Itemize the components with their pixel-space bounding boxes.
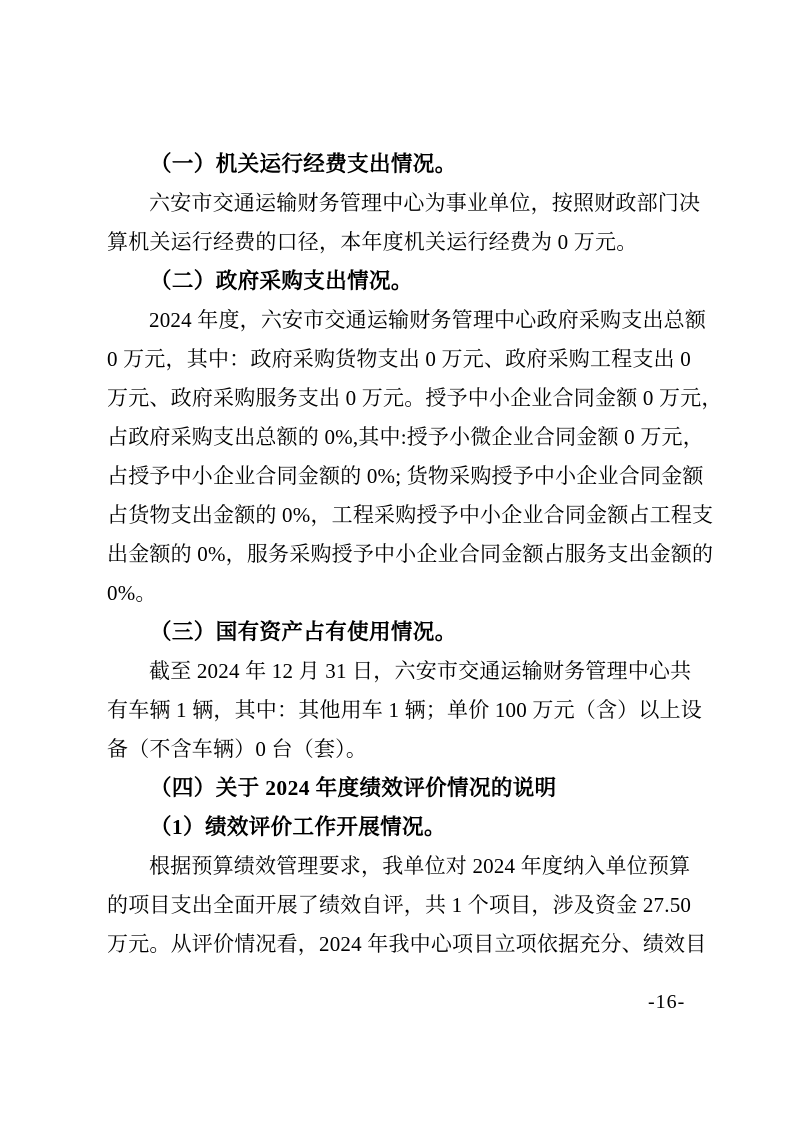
section-2-heading: （二）政府采购支出情况。 (150, 269, 413, 293)
section-4-subheading: （1）绩效评价工作开展情况。 (150, 815, 446, 839)
section-2-paragraph-line: 0%。 (107, 581, 157, 605)
section-2-paragraph-line: 占政府采购支出总额的 0%,其中:授予小微企业合同金额 0 万元， (107, 425, 704, 449)
document-body (107, 145, 723, 964)
section-3-paragraph-line: 备（不含车辆）0 台（套）。 (107, 737, 368, 761)
section-1-paragraph-line: 算机关运行经费的口径，本年度机关运行经费为 0 万元。 (107, 230, 638, 254)
section-3-paragraph-line: 截至 2024 年 12 月 31 日，六安市交通运输财务管理中心共 (149, 659, 692, 683)
section-3-heading: （三）国有资产占有使用情况。 (150, 620, 457, 644)
section-4-heading: （四）关于 2024 年度绩效评价情况的说明 (150, 776, 557, 800)
section-2-paragraph-line: 0 万元，其中：政府采购货物支出 0 万元、政府采购工程支出 0 (107, 347, 691, 371)
section-2-paragraph-line: 2024 年度，六安市交通运输财务管理中心政府采购支出总额 (149, 308, 707, 332)
section-1-heading: （一）机关运行经费支出情况。 (150, 152, 457, 176)
section-4-paragraph-line: 的项目支出全面开展了绩效自评，共 1 个项目，涉及资金 27.50 (107, 893, 692, 917)
page-number: -16- (648, 991, 686, 1013)
section-2-paragraph-line: 万元、政府采购服务支出 0 万元。授予中小企业合同金额 0 万元， (107, 386, 723, 410)
section-3-paragraph-line: 有车辆 1 辆，其中：其他用车 1 辆；单价 100 万元（含）以上设 (107, 698, 702, 722)
section-1-paragraph-line: 六安市交通运输财务管理中心为事业单位，按照财政部门决 (149, 191, 701, 215)
section-4-paragraph-line: 万元。从评价情况看，2024 年我中心项目立项依据充分、绩效目 (107, 932, 707, 956)
section-4-paragraph-line: 根据预算绩效管理要求，我单位对 2024 年度纳入单位预算 (149, 854, 691, 878)
section-2-paragraph-line: 占货物支出金额的 0%，工程采购授予中小企业合同金额占工程支 (107, 503, 714, 527)
section-2-paragraph-line: 出金额的 0%，服务采购授予中小企业合同金额占服务支出金额的 (107, 542, 714, 566)
section-2-paragraph-line: 占授予中小企业合同金额的 0%; 货物采购授予中小企业合同金额 (107, 464, 704, 488)
